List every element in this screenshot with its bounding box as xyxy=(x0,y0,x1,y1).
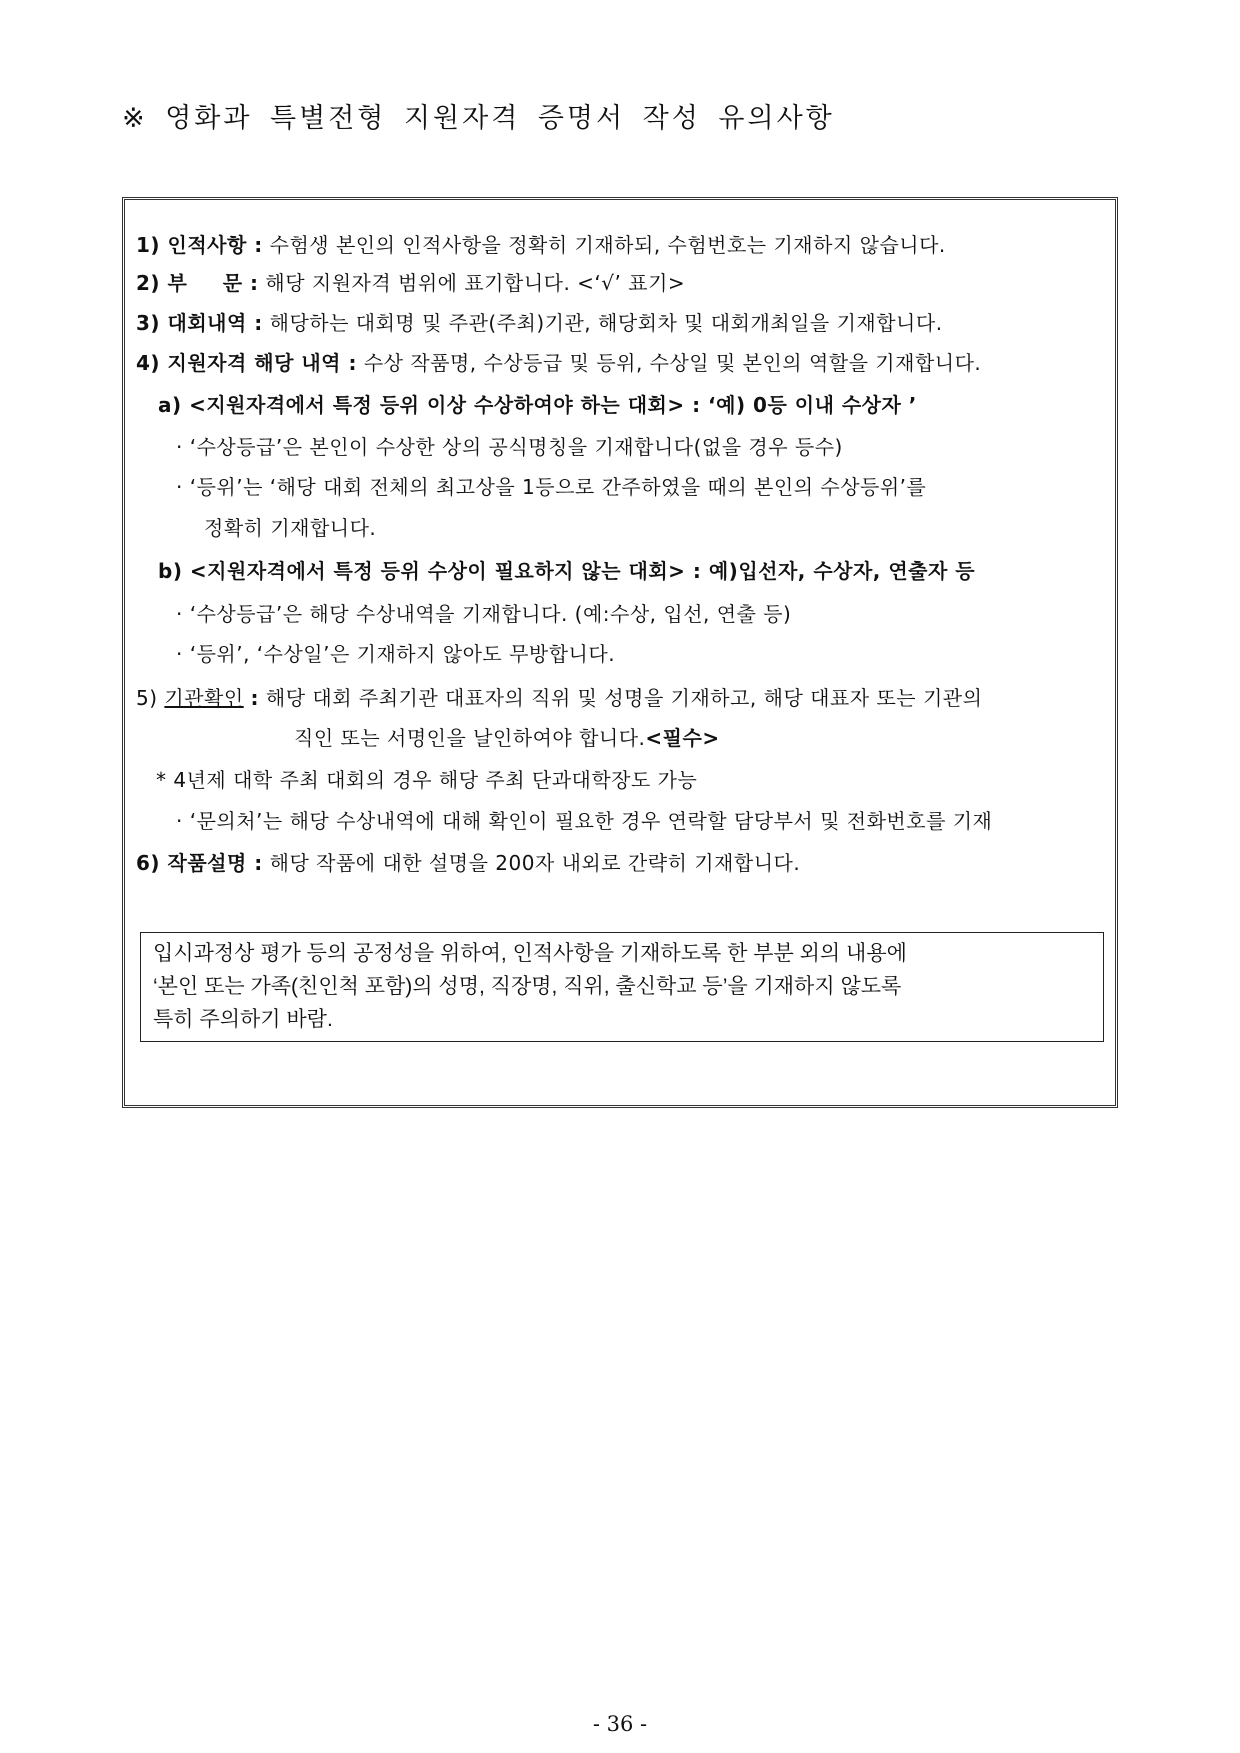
item-4-text: 수상 작품명, 수상등급 및 등위, 수상일 및 본인의 역할을 기재합니다. xyxy=(363,351,982,375)
item-4 xyxy=(136,347,981,376)
item-5-text: 해당 대회 주최기관 대표자의 직위 및 성명을 기재하고, 해당 대표자 또는 기관의 xyxy=(265,686,983,710)
subitem-b-bullet-2: · ‘등위’, ‘수상일’은 기재하지 않아도 무방합니다. xyxy=(176,642,616,666)
star-note: * 4년제 대학 주최 대회의 경우 해당 주최 단과대학장도 가능 xyxy=(156,768,698,792)
item-5-colon: : xyxy=(250,686,260,710)
item-6-text: 해당 작품에 대한 설명을 200자 내외로 간략히 기재합니다. xyxy=(269,851,801,875)
item-5-cont xyxy=(294,722,720,751)
item-2 xyxy=(136,267,685,296)
item-3-label: 3) 대회내역 : xyxy=(136,311,263,335)
item-2-label: 2) 부 문 : xyxy=(136,271,259,295)
item-1-text: 수험생 본인의 인적사항을 정확히 기재하되, 수험번호는 기재하지 않습니다. xyxy=(269,233,946,257)
page-title: ※ 영화과 특별전형 지원자격 증명서 작성 유의사항 xyxy=(122,103,835,134)
subitem-b-heading: b) <지원자격에서 특정 등위 수상이 필요하지 않는 대회> : 예)입선자, 수상자, 연출자 등 xyxy=(158,559,976,583)
item-5-label: 기관확인 xyxy=(164,686,244,710)
item-6-label: 6) 작품설명 : xyxy=(136,851,263,875)
page-number: - 36 - xyxy=(592,1712,648,1736)
subitem-b-bullet-1: · ‘수상등급’은 해당 수상내역을 기재합니다. (예:수상, 입선, 연출 등) xyxy=(176,602,792,626)
item-5-required: <필수> xyxy=(645,726,720,750)
notice-line-1: 입시과정상 평가 등의 공정성을 위하여, 인적사항을 기재하도록 한 부분 외의 내용에 xyxy=(153,942,907,965)
item-2-text: 해당 지원자격 범위에 표기합니다. <‘√’ 표기> xyxy=(265,271,686,295)
item-1-label: 1) 인적사항 : xyxy=(136,233,263,257)
item-3-text: 해당하는 대회명 및 주관(주최)기관, 해당회차 및 대회개최일을 기재합니다. xyxy=(269,311,943,335)
item-6 xyxy=(136,847,800,876)
subitem-a-bullet-1: · ‘수상등급’은 본인이 수상한 상의 공식명칭을 기재합니다(없을 경우 등수) xyxy=(176,435,843,459)
fairness-notice-box xyxy=(140,932,1104,1042)
item-1 xyxy=(136,229,946,258)
subitem-a-bullet-2-cont: 정확히 기재합니다. xyxy=(204,516,377,540)
subitem-a-heading: a) <지원자격에서 특정 등위 이상 수상하여야 하는 대회> : ‘예) 0등 이내 수상자 ’ xyxy=(158,393,917,417)
item-4-label: 4) 지원자격 해당 내역 : xyxy=(136,351,357,375)
notice-line-3: 특히 주의하기 바람. xyxy=(153,1008,333,1031)
item-3 xyxy=(136,307,943,336)
item-5-number: 5) xyxy=(136,686,158,710)
item-5 xyxy=(136,682,982,711)
contact-note: · ‘문의처’는 해당 수상내역에 대해 확인이 필요한 경우 연락할 담당부서 및 전화번호를 기재 xyxy=(176,809,993,833)
subitem-a-bullet-2: · ‘등위’는 ‘해당 대회 전체의 최고상을 1등으로 간주하였을 때의 본인의 수상등위’를 xyxy=(176,475,927,499)
notice-line-2: ‘본인 또는 가족(친인척 포함)의 성명, 직장명, 직위, 출신학교 등’을 기재하지 않도록 xyxy=(153,975,902,998)
item-5-cont-text: 직인 또는 서명인을 날인하여야 합니다. xyxy=(294,726,646,750)
